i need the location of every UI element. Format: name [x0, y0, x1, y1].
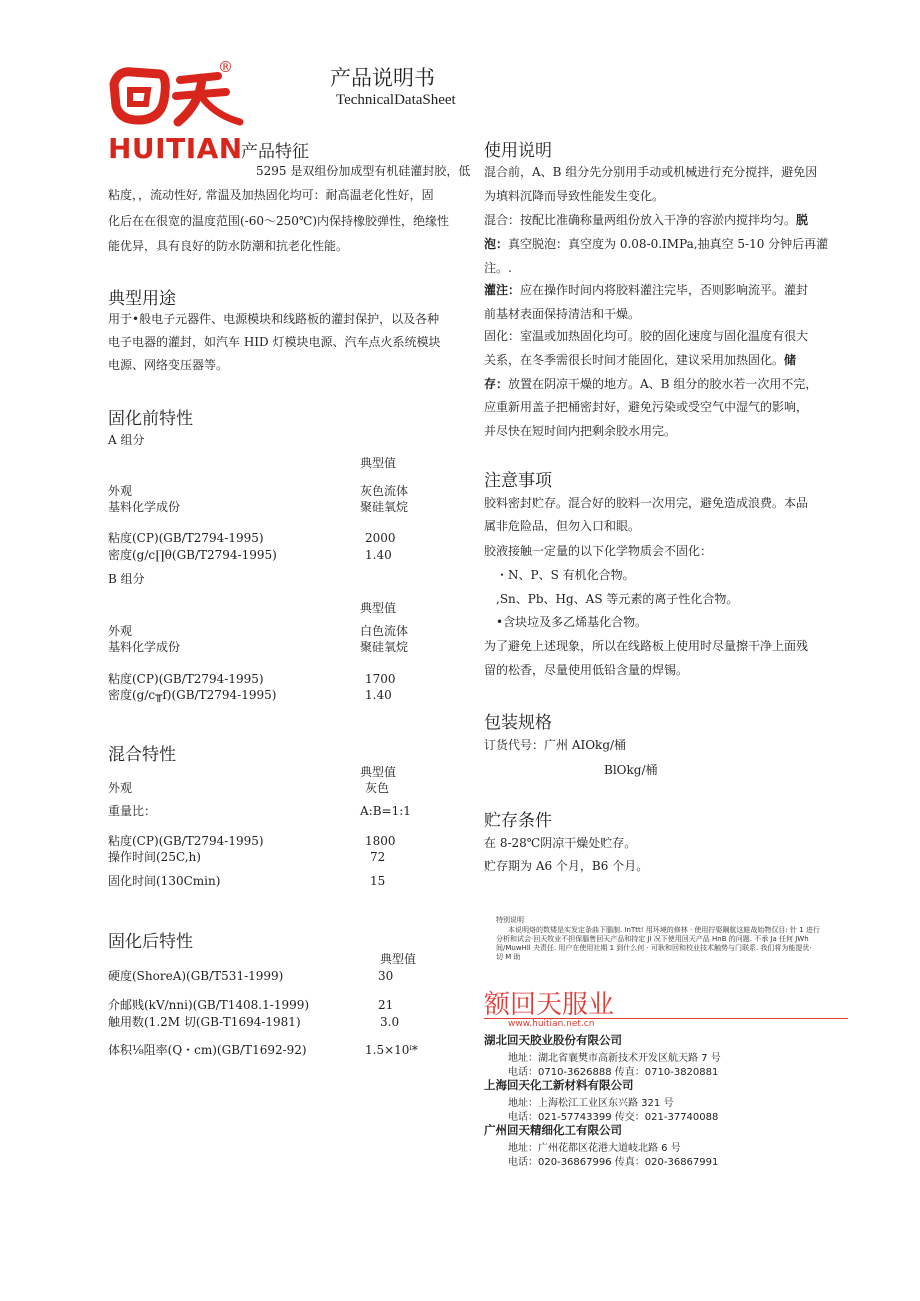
uses-heading: 典型用途 — [108, 289, 176, 309]
packaging-line: 订货代号：广州 AIOkg/桶 — [484, 738, 627, 752]
spec-key: 操作时间(25C,h) — [108, 850, 201, 864]
company-name: 上海回天化工新材料有限公司 — [484, 1078, 634, 1092]
company-phone: 电话：020-36867996 传真：020-36867991 — [508, 1157, 719, 1168]
spec-value: 2000 — [365, 531, 396, 545]
spec-value: 聚硅氧烷 — [360, 640, 409, 654]
spec-value: A:B=1:1 — [360, 804, 411, 818]
storage-line: 贮存期为 A6 个月，B6 个月。 — [484, 859, 649, 873]
spec-value: 15 — [370, 874, 386, 888]
usage-text: 泡： — [484, 237, 509, 251]
component-a-label: A 组分 — [108, 433, 145, 447]
company-name: 广州回天精细化工有限公司 — [484, 1123, 622, 1137]
usage-text: 注。. — [484, 261, 512, 275]
notice-heading: 特别说明 — [496, 916, 524, 924]
usage-text: 应重新用盖子把桶密封好，避免污染或受空气中湿气的影响， — [484, 400, 809, 414]
spec-value: 3.0 — [380, 1015, 400, 1029]
usage-text: 并尽快在短时间内把剩余胶水用完。 — [484, 424, 677, 438]
usage-line — [484, 396, 808, 419]
spec-value: 30 — [378, 969, 394, 983]
doc-title-en: TechnicalDataSheet — [336, 92, 456, 108]
spec-key: 体积⅛阻率(Q・cm)(GB/T1692-92) — [108, 1043, 307, 1057]
pre-cure-heading: 固化前特性 — [108, 409, 193, 429]
cautions-heading: 注意事项 — [484, 471, 552, 491]
caution-line: ,Sn、Pb、Hg、AS 等元素的离子性化合物。 — [496, 592, 739, 606]
spec-key: 密度(g∕c╥f)(GB/T2794-1995) — [108, 688, 277, 702]
usage-text: 脱 — [796, 213, 809, 227]
spec-value: 灰色流体 — [360, 484, 409, 498]
spec-value: 1800 — [365, 834, 396, 848]
spec-value: 1.5×10ⁱ* — [365, 1043, 418, 1057]
spec-key: 外观 — [108, 624, 133, 638]
packaging-heading: 包装规格 — [484, 713, 552, 733]
usage-line — [484, 303, 640, 326]
caution-line: ・N、P、S 有机化合物。 — [496, 568, 635, 582]
notice-line: 分析和试会·回天牧业不担保腦售回天产品和持定 JI 况下使用回天产品 HnB 的问题. 不承 Ja 任何 JWh — [496, 935, 809, 943]
caution-line: 为了避免上述现象，所以在线路板上使用时尽量擦干净上面残 — [484, 639, 809, 653]
features-line: 5295 是双组份加成型有机硅灌封胶，低 — [256, 164, 471, 178]
storage-heading: 贮存条件 — [484, 811, 552, 831]
usage-text: 灌注： — [484, 283, 521, 297]
notice-line: 本说明烙的数矮是实发定条曲下腦制. InTtt! 用环境的修林 · 使用拧娶鋼航这蛙战始物仅目: 针 1 进行 — [508, 926, 820, 934]
spec-key: 固化时间(130Cmin) — [108, 874, 221, 888]
company-address: 地址：湖北省襄樊市高新技术开发区航天路 7 号 — [508, 1053, 721, 1064]
spec-key: 硬度(ShoreA)(GB/T531-1999) — [108, 969, 284, 983]
spec-key: 外观 — [108, 781, 133, 795]
features-line: 化后在在很宽的温度范围(-60～250℃)内保持橡胶弹性，绝缘性 — [108, 214, 450, 228]
typical-value-header: 典型值 — [360, 765, 397, 779]
spec-value: 1.40 — [365, 688, 392, 702]
company-address: 地址：上海松江工业区东兴路 321 号 — [508, 1098, 674, 1109]
company-phone: 电话：0710-3626888 传直：0710-3820881 — [508, 1067, 719, 1078]
usage-text: 应在操作时间内将胶料灌注完毕，否则影响流平。灌封 — [520, 283, 809, 297]
website-link[interactable]: www.huitian.net.cn — [508, 1019, 595, 1029]
usage-text: 关系，在冬季需很长时间才能固化，建议采用加热固化。 — [484, 353, 785, 367]
usage-line — [484, 420, 676, 443]
spec-value: 72 — [370, 850, 386, 864]
usage-text: 混合：按配比准确称量两组份放入干净的容淤内搅拌均匀。 — [484, 213, 797, 227]
usage-line — [484, 209, 808, 232]
usage-text: 真空脱泡：真空度为 0.08-0.IMPa,抽真空 5-10 分钟后再灌 — [508, 237, 829, 251]
spec-key: 粘度(CP)(GB/T2794-1995) — [108, 672, 264, 686]
spec-value: 白色流体 — [360, 624, 409, 638]
spec-key: 粘度(CP)(GB/T2794-1995) — [108, 531, 264, 545]
caution-line: •含块垃及多乙烯基化合物。 — [496, 615, 648, 629]
company-name: 湖北回天胶业股份有限公司 — [484, 1033, 622, 1047]
typical-value-header: 典型值 — [360, 601, 397, 615]
spec-value: 聚硅氧烷 — [360, 500, 409, 514]
usage-line — [484, 349, 796, 372]
spec-key: 重量比： — [108, 804, 157, 818]
caution-line: 胶液接触一定量的以下化学物质会不固化： — [484, 544, 713, 558]
brand-name: HUITIAN — [108, 132, 243, 165]
caution-line: 属非危险品，但勿入口和眼。 — [484, 519, 641, 533]
features-heading: 产品特征 — [241, 142, 309, 162]
usage-text: 混合前，A、B 组分先分别用手动或机械进行充分搅拌，避免因 — [484, 165, 818, 179]
usage-line — [484, 373, 817, 396]
spec-key: 触用数(1.2M 切(GB-T1694-1981) — [108, 1015, 301, 1029]
typical-value-header: 典型值 — [360, 456, 397, 470]
spec-value: 1700 — [365, 672, 396, 686]
usage-line — [484, 279, 808, 302]
usage-line — [484, 325, 808, 348]
footer-title: 额回天服业 — [484, 990, 615, 1020]
uses-line: 电源、网络变压器等。 — [108, 358, 229, 372]
usage-text: 前基材表面保持清洁和干燥。 — [484, 307, 641, 321]
usage-line — [484, 233, 828, 256]
features-line: 粘度，，流动性好, 常温及加热固化均可：耐高温老化性好，固 — [108, 188, 434, 202]
spec-key: 密度(g∕c∏θ(GB/T2794-1995) — [108, 548, 277, 562]
features-line: 能优异，具有良好的防水防潮和抗老化性能。 — [108, 239, 349, 253]
usage-line — [484, 257, 512, 280]
spec-key: 基料化学成份 — [108, 640, 181, 654]
usage-text: 放置在阴凉干燥的地方。A、B 组分的胶水若一次用不完， — [508, 377, 818, 391]
usage-text: 固化：室温或加热固化均可。胶的固化速度与固化温度有很大 — [484, 329, 809, 343]
usage-text: 存： — [484, 377, 509, 391]
usage-text: 为填料沉降而导致性能发生变化。 — [484, 189, 665, 203]
registered-mark: ® — [218, 58, 233, 76]
spec-value: 灰色 — [365, 781, 390, 795]
doc-title-cn: 产品说明书 — [330, 66, 435, 90]
spec-key: 粘度(CP)(GB/T2794-1995) — [108, 834, 264, 848]
typical-value-header: 典型值 — [380, 952, 417, 966]
usage-heading: 使用说明 — [484, 141, 552, 161]
packaging-line: BlOkg/桶 — [604, 763, 658, 777]
uses-line: 电子电器的灌封，如汽车 HID 灯模块电源、汽车点火系统模块 — [108, 335, 441, 349]
usage-line — [484, 161, 817, 184]
post-cure-heading: 固化后特性 — [108, 932, 193, 952]
usage-line — [484, 185, 664, 208]
component-b-label: B 组分 — [108, 572, 145, 586]
spec-value: 1.40 — [365, 548, 392, 562]
notice-body — [496, 926, 856, 962]
spec-key: 基料化学成份 — [108, 500, 181, 514]
uses-line: 用于•般电子元器件、电源模块和线路板的灌封保护，以及各种 — [108, 312, 440, 326]
notice-line: 切 M 助 — [496, 953, 521, 961]
spec-key: 外观 — [108, 484, 133, 498]
usage-text: 储 — [784, 353, 797, 367]
company-address: 地址：广州花都区花港大道岐北路 6 号 — [508, 1143, 681, 1154]
company-phone: 电话：021-57743399 传交：021-37740088 — [508, 1112, 719, 1123]
spec-key: 介邮贱(kV/nni)(GB/T1408.1-1999) — [108, 998, 310, 1012]
notice-line: 间/MuwHll 夬责任. 用户在使用社期 1 到什么何 · 可耿和回和校业技术触势与门联系. 我们将为能提优· — [496, 944, 812, 952]
caution-line: 留的松香，尽量使用低铅含量的焊锡。 — [484, 663, 689, 677]
storage-line: 在 8-28℃阴凉干燥处贮存。 — [484, 836, 637, 850]
caution-line: 胶料密封贮存。混合好的胶料一次用完，避免造成浪费。本品 — [484, 496, 809, 510]
mix-heading: 混合特性 — [108, 745, 176, 765]
spec-value: 21 — [378, 998, 394, 1012]
